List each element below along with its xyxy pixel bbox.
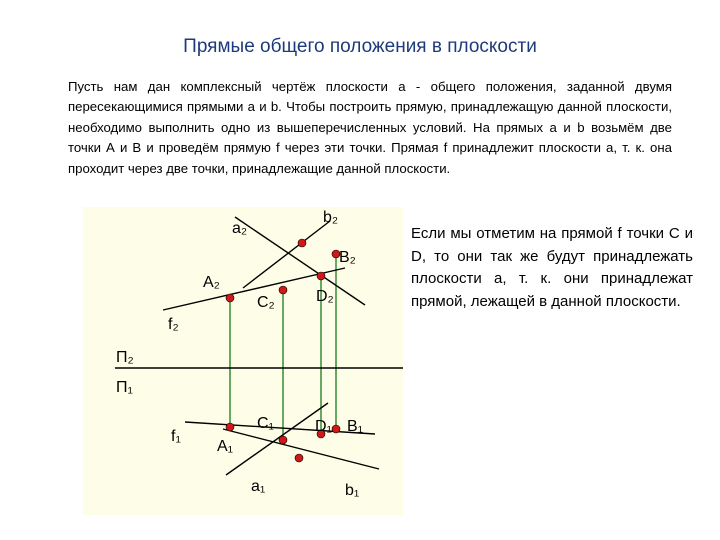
label-a2: a₂ [232, 220, 248, 237]
point-D2 [317, 272, 325, 280]
label-D1: D₁ [315, 418, 332, 435]
point-C2 [279, 286, 287, 294]
point-B1 [332, 425, 340, 433]
label-A2: A₂ [203, 274, 220, 291]
label-A1: A₁ [217, 438, 234, 455]
complex-drawing-figure [83, 207, 403, 515]
label-f2: f₂ [168, 316, 179, 333]
point-A2 [226, 294, 234, 302]
slide-title: Прямые общего положения в плоскости [183, 36, 537, 57]
point-A1 [226, 423, 234, 431]
side-paragraph [411, 223, 693, 313]
label-C2: C₂ [257, 294, 275, 311]
label-b2: b₂ [323, 209, 339, 226]
label-f1: f₁ [171, 428, 181, 445]
label-C1: C₁ [257, 415, 274, 432]
label-b1: b₁ [345, 482, 360, 499]
point-intersection-2 [298, 239, 306, 247]
intro-text: Пусть нам дан комплексный чертёж плоскости а - общего положения, заданной двумя пересекающимися прямыми а и b. Чтобы построить прямую, принадлежащую данной плоскости, необходимо выполнить одно из вышеперечисленных условий. На прямых а и b возьмём две точки А и В и проведём прямую f через эти точки. Прямая f принадлежит плоскости а, т. к. она проходит через две точки, принадлежащие данной плоскости. [68, 79, 672, 176]
label-a1: a₁ [251, 478, 266, 495]
side-text: Если мы отметим на прямой f точки С и D, то они так же будут принадлежать плоскости а, т. к. они принадлежат прямой, лежащей в данной плоскости. [411, 225, 693, 310]
label-pi2: П₂ [116, 349, 134, 366]
drawing-svg [83, 207, 403, 515]
label-pi1: П₁ [116, 379, 133, 396]
point-C1 [279, 436, 287, 444]
intro-paragraph [68, 77, 672, 179]
point-intersection-1 [295, 454, 303, 462]
label-B1: B₁ [347, 418, 364, 435]
label-D2: D₂ [316, 288, 334, 305]
label-B2: B₂ [339, 249, 356, 266]
